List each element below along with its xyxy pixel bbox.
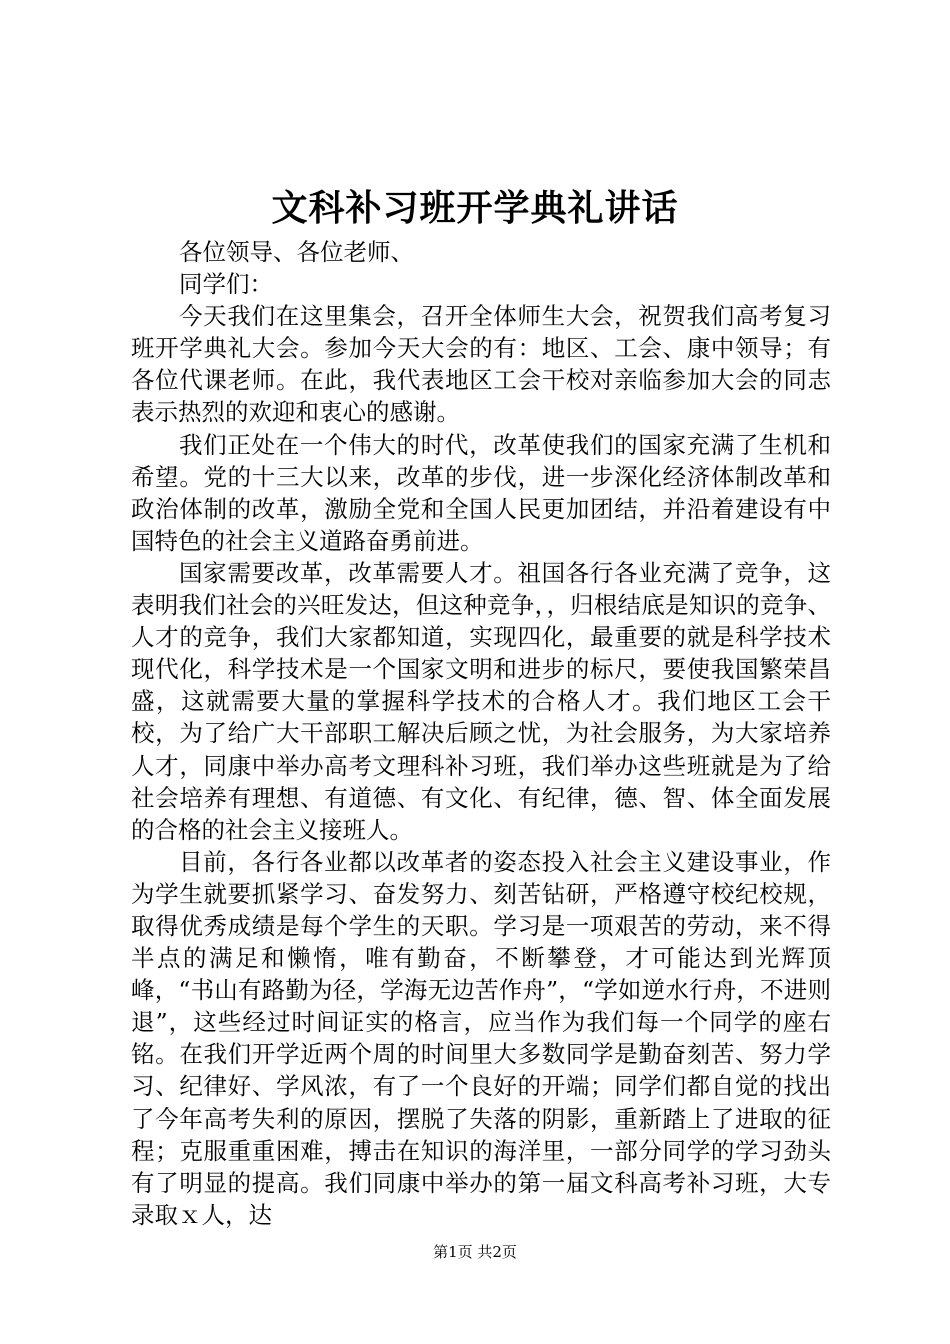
salutation-line: 各位领导、各位老师、 [179, 238, 414, 266]
page-footer: 第1页 共2页 [433, 1243, 517, 1261]
body-paragraph: 我们正处在一个伟大的时代，改革使我们的国家充满了生机和希望。党的十三大以来，改革的步伐，进一步深化经济体制改革和政治体制的改革，激励全党和全国人民更加团结，并沿着建设有中国特色的社会主义道路奋勇前进。 [131, 430, 831, 555]
body-paragraph: 目前，各行各业都以改革者的姿态投入社会主义建设事业，作为学生就要抓紧学习、奋发努力、刻苦钻研，严格遵守校纪校规，取得优秀成绩是每个学生的天职。学习是一项艰苦的劳动，来不得半点的满足和懒惰，唯有勤奋，不断攀登，才可能达到光辉顶峰，“书山有路勤为径，学海无边苦作舟”，“学如逆水行舟，不进则退”，这些经过时间证实的格言，应当作为我们每一个同学的座右铭。在我们开学近两个周的时间里大多数同学是勤奋刻苦、努力学习、纪律好、学风浓，有了一个良好的开端；同学们都自觉的找出了今年高考失利的原因，摆脱了失落的阴影，重新踏上了进取的征程；克服重重困难，搏击在知识的海洋里，一部分同学的学习劲头有了明显的提高。我们同康中举办的第一届文科高考补习班，大专录取ｘ人，达 [131, 847, 831, 1229]
body-paragraph: 国家需要改革，改革需要人才。祖国各行各业充满了竞争，这表明我们社会的兴旺发达，但这种竞争，，归根结底是知识的竞争、人才的竞争，我们大家都知道，实现四化，最重要的就是科学技术现代化，科学技术是一个国家文明和进步的标尺，要使我国繁荣昌盛，这就需要大量的掌握科学技术的合格人才。我们地区工会干校，为了给广大干部职工解决后顾之忧，为社会服务，为大家培养人才，同康中举办高考文理科补习班，我们举办这些班就是为了给社会培养有理想、有道德、有文化、有纪律，德、智、体全面发展的合格的社会主义接班人。 [131, 558, 831, 844]
document-body [131, 236, 831, 1231]
document-title: 文科补习班开学典礼讲话 [271, 187, 679, 229]
body-paragraph: 今天我们在这里集会，召开全体师生大会，祝贺我们高考复习班开学典礼大会。参加今天大会的有：地区、工会、康中领导；有各位代课老师。在此，我代表地区工会干校对亲临参加大会的同志表示热烈的欢迎和衷心的感谢。 [131, 302, 831, 427]
salutation-line: 同学们： [179, 270, 273, 299]
